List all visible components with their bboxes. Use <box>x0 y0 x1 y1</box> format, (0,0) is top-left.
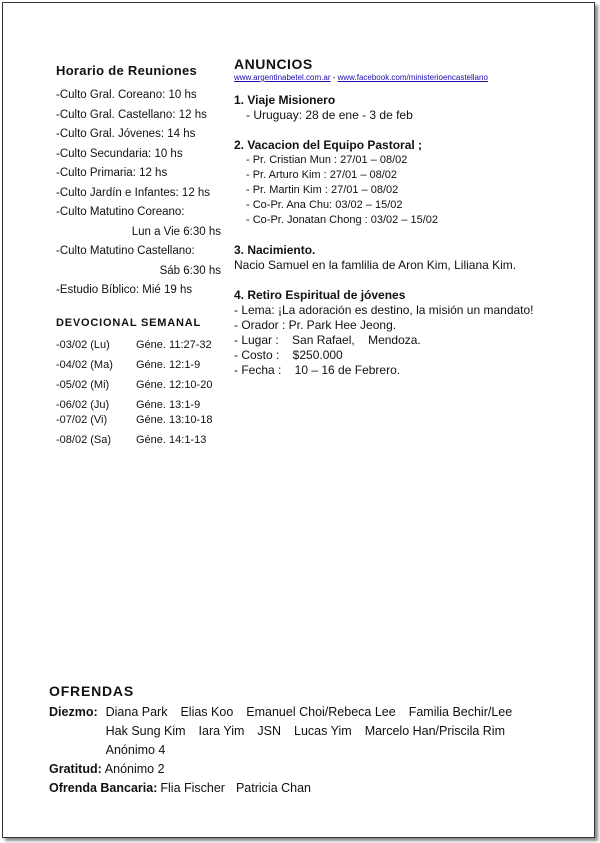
offerings-title: OFRENDAS <box>49 683 134 699</box>
devotional-reference: Géne. 12:10-20 <box>136 378 213 391</box>
announcement-1 <box>234 92 574 123</box>
website-link[interactable]: www.argentinabetel.com.ar <box>234 73 331 82</box>
schedule-item: Sáb 6:30 hs <box>159 264 221 277</box>
devotional-date: -05/02 (Mi) <box>56 378 110 391</box>
donor-name: Marcelo Han/Priscila Rim <box>364 724 505 738</box>
donor-name: Diana Park <box>105 705 168 719</box>
announcements-title: ANUNCIOS <box>234 56 313 72</box>
announcement-2-title: 2. Vacacion del Equipo Pastoral ; <box>234 138 423 152</box>
schedule-item: -Estudio Bíblico: Mié 19 hs <box>56 284 193 296</box>
bancaria-line <box>49 779 569 798</box>
announcement-4 <box>234 287 574 378</box>
schedule-item: Lun a Vie 6:30 hs <box>131 225 221 238</box>
schedule-item: -Culto Secundaria: 10 hs <box>56 147 183 160</box>
donor-name: JSN <box>257 724 282 738</box>
diezmo-line <box>49 703 569 760</box>
facebook-link[interactable]: www.facebook.com/ministerioencastellano <box>337 73 488 82</box>
schedule-list <box>56 86 221 301</box>
devotional-list <box>56 339 221 453</box>
schedule-item: -Culto Gral. Jóvenes: 14 hs <box>56 128 196 140</box>
schedule-item: -Culto Matutino Castellano: <box>56 245 195 257</box>
schedule-item: -Culto Gral. Coreano: 10 hs <box>56 89 197 101</box>
announcement-4-line: - Lema: ¡La adoración es destino, la misión un mandato! <box>234 303 534 317</box>
announcement-2-line: - Pr. Martin Kim : 27/01 – 08/02 <box>246 184 399 196</box>
devotional-date: -03/02 (Lu) <box>56 338 110 351</box>
devotional-date: -07/02 (Vi) <box>56 413 108 426</box>
devotional-reference: Géne. 13:1-9 <box>136 398 201 411</box>
donor-name: Hak Sung Kim <box>105 724 186 738</box>
devotional-row <box>56 434 221 453</box>
devotional-row <box>56 359 221 378</box>
announcement-4-lines <box>234 303 574 378</box>
donor-name: Flia Fischer <box>160 781 225 795</box>
announcement-4-line: - Lugar : San Rafael, Mendoza. <box>234 333 421 347</box>
donor-name: Emanuel Choi/Rebeca Lee <box>246 705 396 719</box>
diezmo-label: Diezmo: <box>49 705 98 719</box>
donor-name: Anónimo 4 <box>105 743 166 757</box>
gratitud-line <box>49 760 569 779</box>
offerings-section <box>49 683 569 798</box>
announcement-2-lines <box>234 153 574 228</box>
schedule-item: -Culto Gral. Castellano: 12 hs <box>56 108 207 121</box>
announcement-4-title: 4. Retiro Espiritual de jóvenes <box>234 288 406 302</box>
announcement-3-line: Nacio Samuel en la famlilia de Aron Kim, Liliana Kim. <box>234 258 517 272</box>
devotional-row <box>56 379 221 398</box>
devotional-reference: Géne. 14:1-13 <box>136 433 207 446</box>
donor-name: Patricia Chan <box>235 781 312 795</box>
announcement-4-line: - Costo : $250.000 <box>234 348 343 362</box>
donor-name: Iara Yim <box>198 724 245 738</box>
links-line <box>234 73 574 82</box>
donor-name: Familia Bechir/Lee <box>408 705 513 719</box>
gratitud-names <box>105 762 176 776</box>
devotional-title: DEVOCIONAL SEMANAL <box>56 316 201 329</box>
bulletin-page <box>2 2 595 838</box>
schedule-item: -Culto Jardín e Infantes: 12 hs <box>56 186 211 199</box>
announcement-1-line: - Uruguay: 28 de ene - 3 de feb <box>246 108 413 122</box>
schedule-item: -Culto Primaria: 12 hs <box>56 167 168 179</box>
bancaria-names <box>160 781 322 795</box>
devotional-date: -06/02 (Ju) <box>56 398 110 411</box>
link-separator: - <box>330 73 338 82</box>
announcement-1-title: 1. Viaje Misionero <box>234 93 336 107</box>
devotional-reference: Géne. 13:10-18 <box>136 413 213 426</box>
donor-name: Anónimo 2 <box>104 762 165 776</box>
donor-name: Lucas Yim <box>294 724 352 738</box>
announcement-4-line: - Orador : Pr. Park Hee Jeong. <box>234 318 397 332</box>
left-column <box>56 63 221 453</box>
announcement-2-line: - Co-Pr. Jonatan Chong : 03/02 – 15/02 <box>246 214 439 226</box>
devotional-date: -04/02 (Ma) <box>56 358 113 371</box>
devotional-row <box>56 339 221 358</box>
announcement-2-line: - Pr. Cristian Mun : 27/01 – 08/02 <box>246 154 408 166</box>
diezmo-names <box>98 703 546 760</box>
right-column <box>234 56 574 392</box>
announcement-3-title: 3. Nacimiento. <box>234 243 316 257</box>
announcement-2-line: - Co-Pr. Ana Chu: 03/02 – 15/02 <box>246 199 403 211</box>
schedule-title: Horario de Reuniones <box>56 63 198 78</box>
devotional-date: -08/02 (Sa) <box>56 433 112 446</box>
schedule-item: -Culto Matutino Coreano: <box>56 206 185 218</box>
announcement-4-line: - Fecha : 10 – 16 de Febrero. <box>234 363 401 377</box>
announcement-2 <box>234 137 574 228</box>
announcement-3 <box>234 242 574 273</box>
devotional-reference: Géne. 12:1-9 <box>136 358 201 371</box>
devotional-reference: Géne. 11:27-32 <box>136 338 212 351</box>
donor-name: Elias Koo <box>180 705 234 719</box>
announcement-2-line: - Pr. Arturo Kim : 27/01 – 08/02 <box>246 169 398 181</box>
devotional-row <box>56 414 221 433</box>
gratitud-label: Gratitud: <box>49 762 102 776</box>
bancaria-label: Ofrenda Bancaria: <box>49 781 158 795</box>
